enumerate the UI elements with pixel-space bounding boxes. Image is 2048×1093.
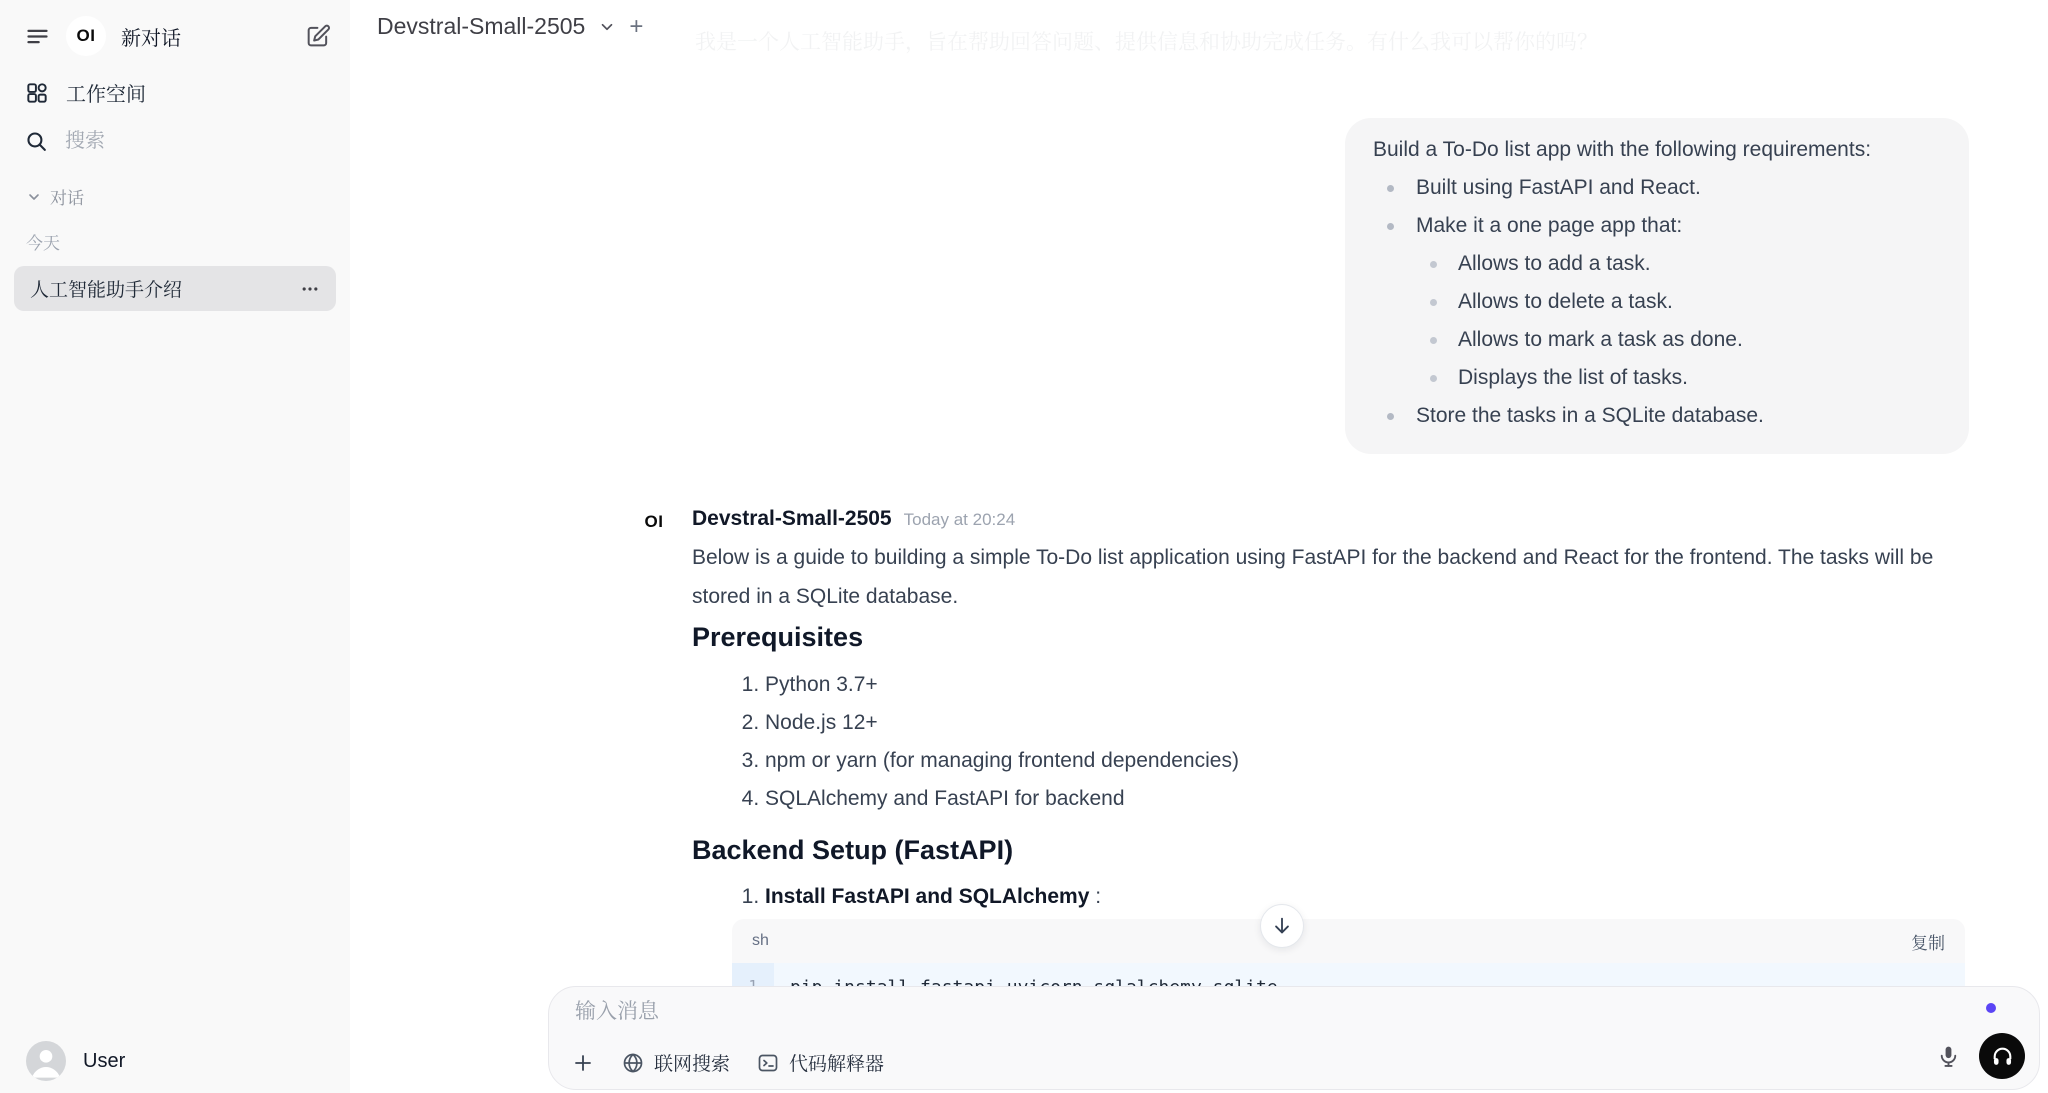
code-block-header — [732, 919, 1965, 963]
prerequisite-item: 2. Node.js 12+ — [765, 708, 1239, 737]
date-group-label: 今天 — [26, 234, 60, 253]
more-options-icon[interactable] — [300, 279, 320, 299]
web-search-toggle[interactable] — [621, 1049, 730, 1076]
user-name: User — [83, 1049, 126, 1072]
search-icon — [24, 129, 49, 154]
model-selector[interactable] — [377, 13, 643, 40]
terminal-icon — [756, 1051, 780, 1075]
model-name[interactable]: Devstral-Small-2505 — [377, 13, 586, 39]
conversations-label: 对话 — [50, 189, 84, 208]
copy-code-button[interactable]: 复制 — [1911, 933, 1945, 953]
user-avatar — [26, 1041, 66, 1081]
conversations-section[interactable] — [26, 184, 332, 209]
assistant-paragraph: Below is a guide to building a simple To-Do list application using FastAPI for the backend and React for the frontend. The tasks will be stored in a SQLite database. — [692, 546, 1934, 608]
web-search-label: 联网搜索 — [654, 1054, 731, 1075]
code-interpreter-label: 代码解释器 — [789, 1054, 885, 1075]
scroll-to-bottom-button[interactable] — [1260, 904, 1304, 948]
prerequisite-item: 3. npm or yarn (for managing frontend dependencies) — [765, 746, 1239, 775]
user-message-sub-bullet: Displays the list of tasks. — [1373, 363, 1941, 393]
chat-item-title: 人工智能助手介绍 — [30, 280, 183, 301]
message-input[interactable] — [575, 1000, 1875, 1024]
user-message-bullet: Make it a one page app that: — [1373, 211, 1941, 241]
user-message-sub-bullet: Allows to mark a task as done. — [1373, 325, 1941, 355]
sidebar-toggle-icon[interactable] — [24, 23, 51, 50]
notification-dot — [1986, 1003, 1996, 1013]
code-language-label: sh — [752, 932, 769, 949]
user-message-intro: Build a To-Do list app with the following requirements: — [1373, 138, 1872, 161]
assistant-avatar — [635, 503, 673, 541]
assistant-model-name: Devstral-Small-2505 — [692, 507, 892, 530]
sidebar-chat-item-active[interactable] — [14, 266, 336, 311]
user-message-bullet: Store the tasks in a SQLite database. — [1373, 401, 1941, 431]
sidebar — [0, 0, 350, 1093]
prerequisites-heading: Prerequisites — [692, 622, 864, 652]
prerequisite-item: 1. Python 3.7+ — [765, 670, 1239, 699]
globe-icon — [621, 1051, 645, 1075]
app-logo-text: OI — [76, 26, 96, 45]
search-input[interactable] — [65, 130, 285, 153]
sidebar-user-menu[interactable] — [26, 1041, 125, 1081]
composer-toolbar — [571, 1049, 884, 1076]
message-composer — [548, 986, 2040, 1090]
arrow-down-icon — [1271, 915, 1293, 937]
user-message-sub-bullet: Allows to delete a task. — [1373, 287, 1941, 317]
new-chat-plus-button[interactable]: + — [629, 12, 644, 40]
backend-step-bold: Install FastAPI and SQLAlchemy — [765, 885, 1090, 908]
backend-step-suffix: : — [1089, 885, 1102, 908]
chevron-down-icon — [26, 189, 42, 205]
headphones-icon — [1990, 1044, 2015, 1069]
previous-message-faded: 我是一个人工智能助手，旨在帮助回答问题、提供信息和协助完成任务。有什么我可以帮你的吗？ — [695, 31, 1598, 54]
voice-mode-button[interactable] — [1979, 1033, 2025, 1079]
assistant-message-header — [692, 507, 1015, 531]
microphone-icon[interactable] — [1936, 1044, 1961, 1069]
attach-plus-icon[interactable] — [571, 1051, 595, 1075]
backend-setup-heading: Backend Setup (FastAPI) — [692, 835, 1014, 865]
user-message-bullet: Built using FastAPI and React. — [1373, 173, 1941, 203]
user-message-bubble — [1345, 118, 1969, 454]
backend-step-item — [765, 882, 1101, 911]
message-timestamp: Today at 20:24 — [903, 510, 1016, 529]
prerequisites-list — [692, 670, 1239, 822]
prerequisite-item: 4. SQLAlchemy and FastAPI for backend — [765, 784, 1239, 813]
sidebar-item-workspace[interactable] — [24, 78, 332, 107]
backend-steps-list — [692, 882, 1101, 920]
code-interpreter-toggle[interactable] — [756, 1049, 884, 1076]
assistant-avatar-text: OI — [644, 512, 664, 531]
workspace-label: 工作空间 — [66, 84, 146, 106]
composer-right-controls — [1936, 1033, 2025, 1079]
workspace-grid-icon — [24, 80, 50, 106]
app-logo — [66, 16, 106, 56]
chat-main — [350, 0, 2048, 1093]
user-message-sub-bullet: Allows to add a task. — [1373, 249, 1941, 279]
model-chevron-down-icon[interactable] — [598, 18, 616, 36]
new-chat-pencil-icon[interactable] — [304, 22, 332, 50]
sidebar-header — [24, 16, 332, 56]
new-chat-label[interactable]: 新对话 — [121, 27, 181, 50]
sidebar-search[interactable] — [24, 129, 332, 154]
